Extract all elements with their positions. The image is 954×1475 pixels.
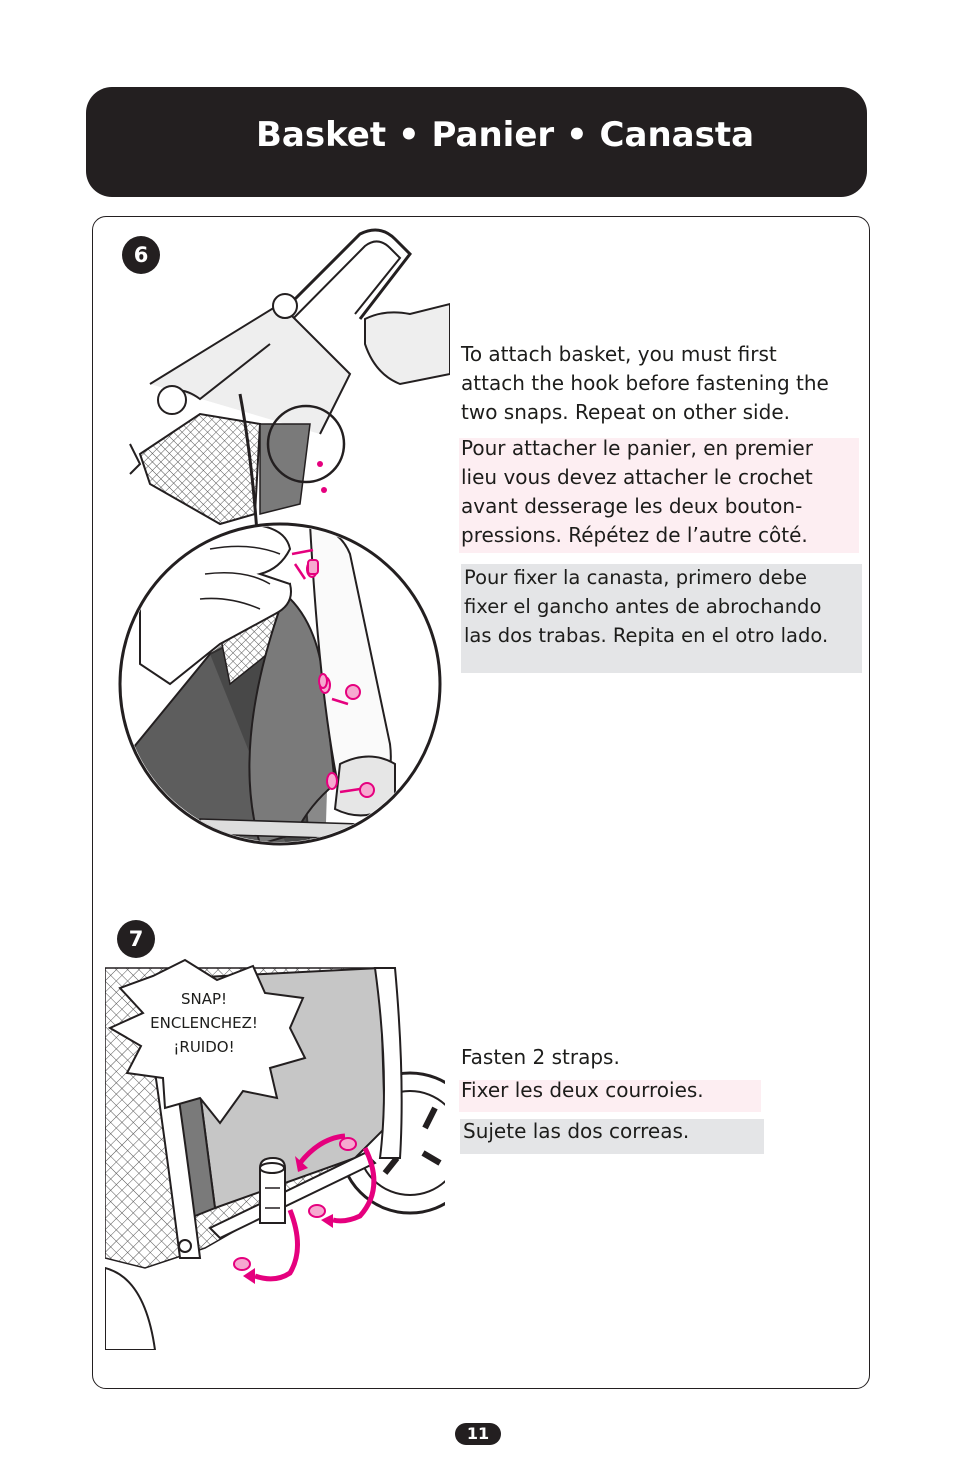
title-banner (86, 87, 867, 197)
step-7-text-en: Fasten 2 straps. (461, 1045, 620, 1069)
step-7-badge: 7 (117, 920, 155, 958)
text-line: two snaps. Repeat on other side. (461, 400, 790, 424)
text-line: attach the hook before fastening the (461, 371, 829, 395)
callout-line: ¡RUIDO! (173, 1038, 235, 1056)
page-number: 11 (455, 1423, 501, 1445)
callout-line: SNAP! (180, 990, 228, 1008)
callout-line: ENCLENCHEZ! (150, 1014, 258, 1032)
step-7-text-es: Sujete las dos correas. (463, 1119, 690, 1143)
text-line: To attach basket, you must first (461, 342, 777, 366)
text-line: Pour fixer la canasta, primero debe (464, 566, 807, 589)
step-7-text-fr: Fixer les deux courroies. (461, 1078, 704, 1102)
text-line: fixer el gancho antes de abrochando (464, 595, 822, 618)
step-6-text-fr (461, 434, 813, 550)
text-line: las dos trabas. Repita en el otro lado. (464, 624, 829, 647)
stroller-basket-hook-illustration (110, 224, 450, 854)
text-line: pressions. Répétez de l’autre côté. (461, 523, 808, 547)
text-line: avant desserage les deux bouton- (461, 494, 803, 518)
step-6-badge: 6 (122, 236, 160, 274)
snap-callout-text (127, 987, 281, 1059)
text-line: Pour attacher le panier, en premier (461, 436, 813, 460)
step-6-text-es (464, 563, 828, 650)
page-title: Basket • Panier • Canasta (256, 115, 755, 155)
text-line: lieu vous devez attacher le crochet (461, 465, 813, 489)
step-6-text-en (461, 340, 829, 427)
